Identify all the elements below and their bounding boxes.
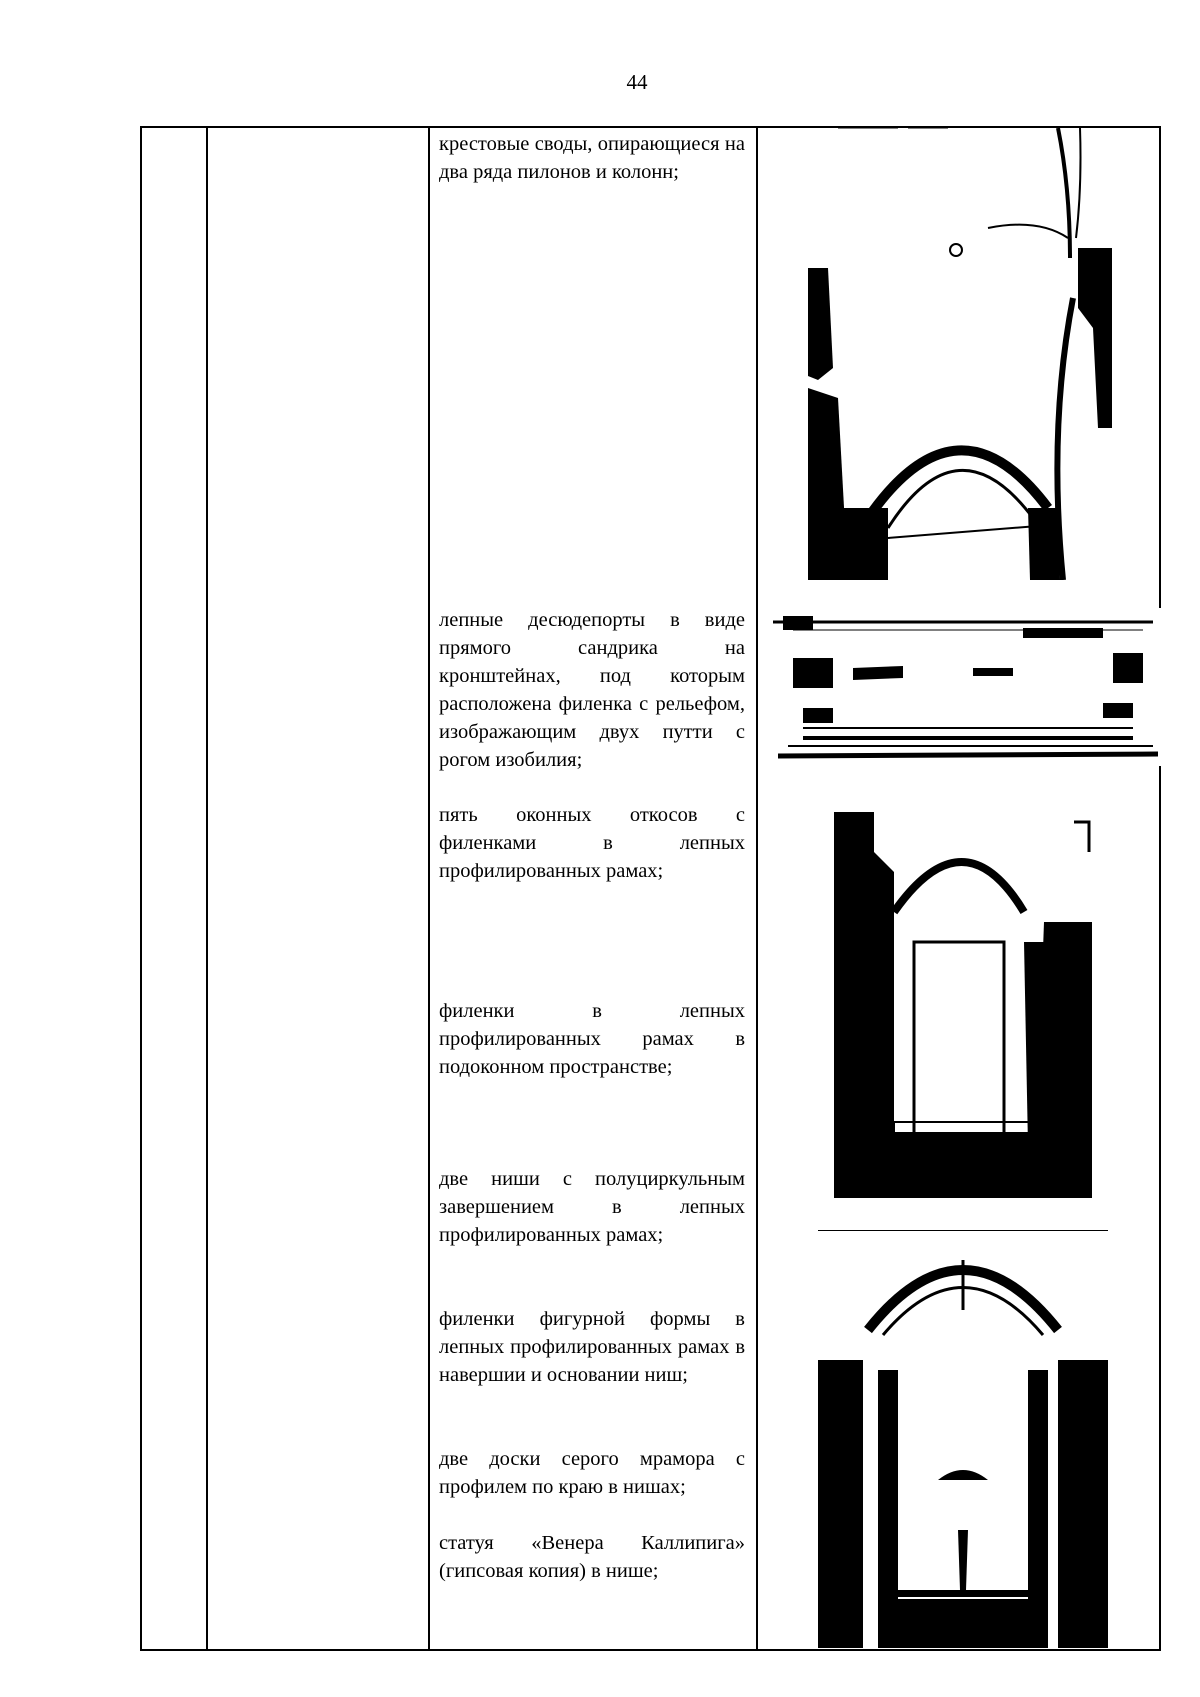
feature-description: две доски серого мрамора с профилем по краю в нишах; bbox=[439, 1448, 745, 1498]
table-column-divider bbox=[428, 126, 430, 1650]
feature-description: филенки фигурной формы в лепных профилированных рамах в навершии и основании ниш; bbox=[439, 1308, 745, 1386]
window-photo bbox=[834, 812, 1092, 1198]
table-column-divider bbox=[756, 126, 758, 1650]
table-column-divider bbox=[206, 126, 208, 1650]
vault-photo bbox=[808, 128, 1112, 580]
sopraporta-photo bbox=[773, 608, 1163, 766]
table-border-right bbox=[1159, 126, 1161, 1650]
feature-description: две ниши с полуциркульным завершением в лепных профилированных рамах; bbox=[439, 1168, 745, 1246]
niche-photo bbox=[818, 1230, 1108, 1648]
feature-description: филенки в лепных профилированных рамах в подоконном пространстве; bbox=[439, 1000, 745, 1078]
table-border-bottom bbox=[140, 1649, 1161, 1651]
feature-description: пять оконных откосов с филенками в лепных профилированных рамах; bbox=[439, 804, 745, 882]
feature-description: крестовые своды, опирающиеся на два ряда пилонов и колонн; bbox=[439, 133, 745, 183]
feature-description: статуя «Венера Каллипига» (гипсовая копия) в нише; bbox=[439, 1532, 745, 1582]
page-number: 44 bbox=[626, 70, 648, 94]
table-border-left bbox=[140, 126, 142, 1650]
feature-description: лепные десюдепорты в виде прямого сандрика на кронштейнах, под которым расположена филенка с рельефом, изображающим двух путти с рогом изобилия; bbox=[439, 609, 745, 771]
